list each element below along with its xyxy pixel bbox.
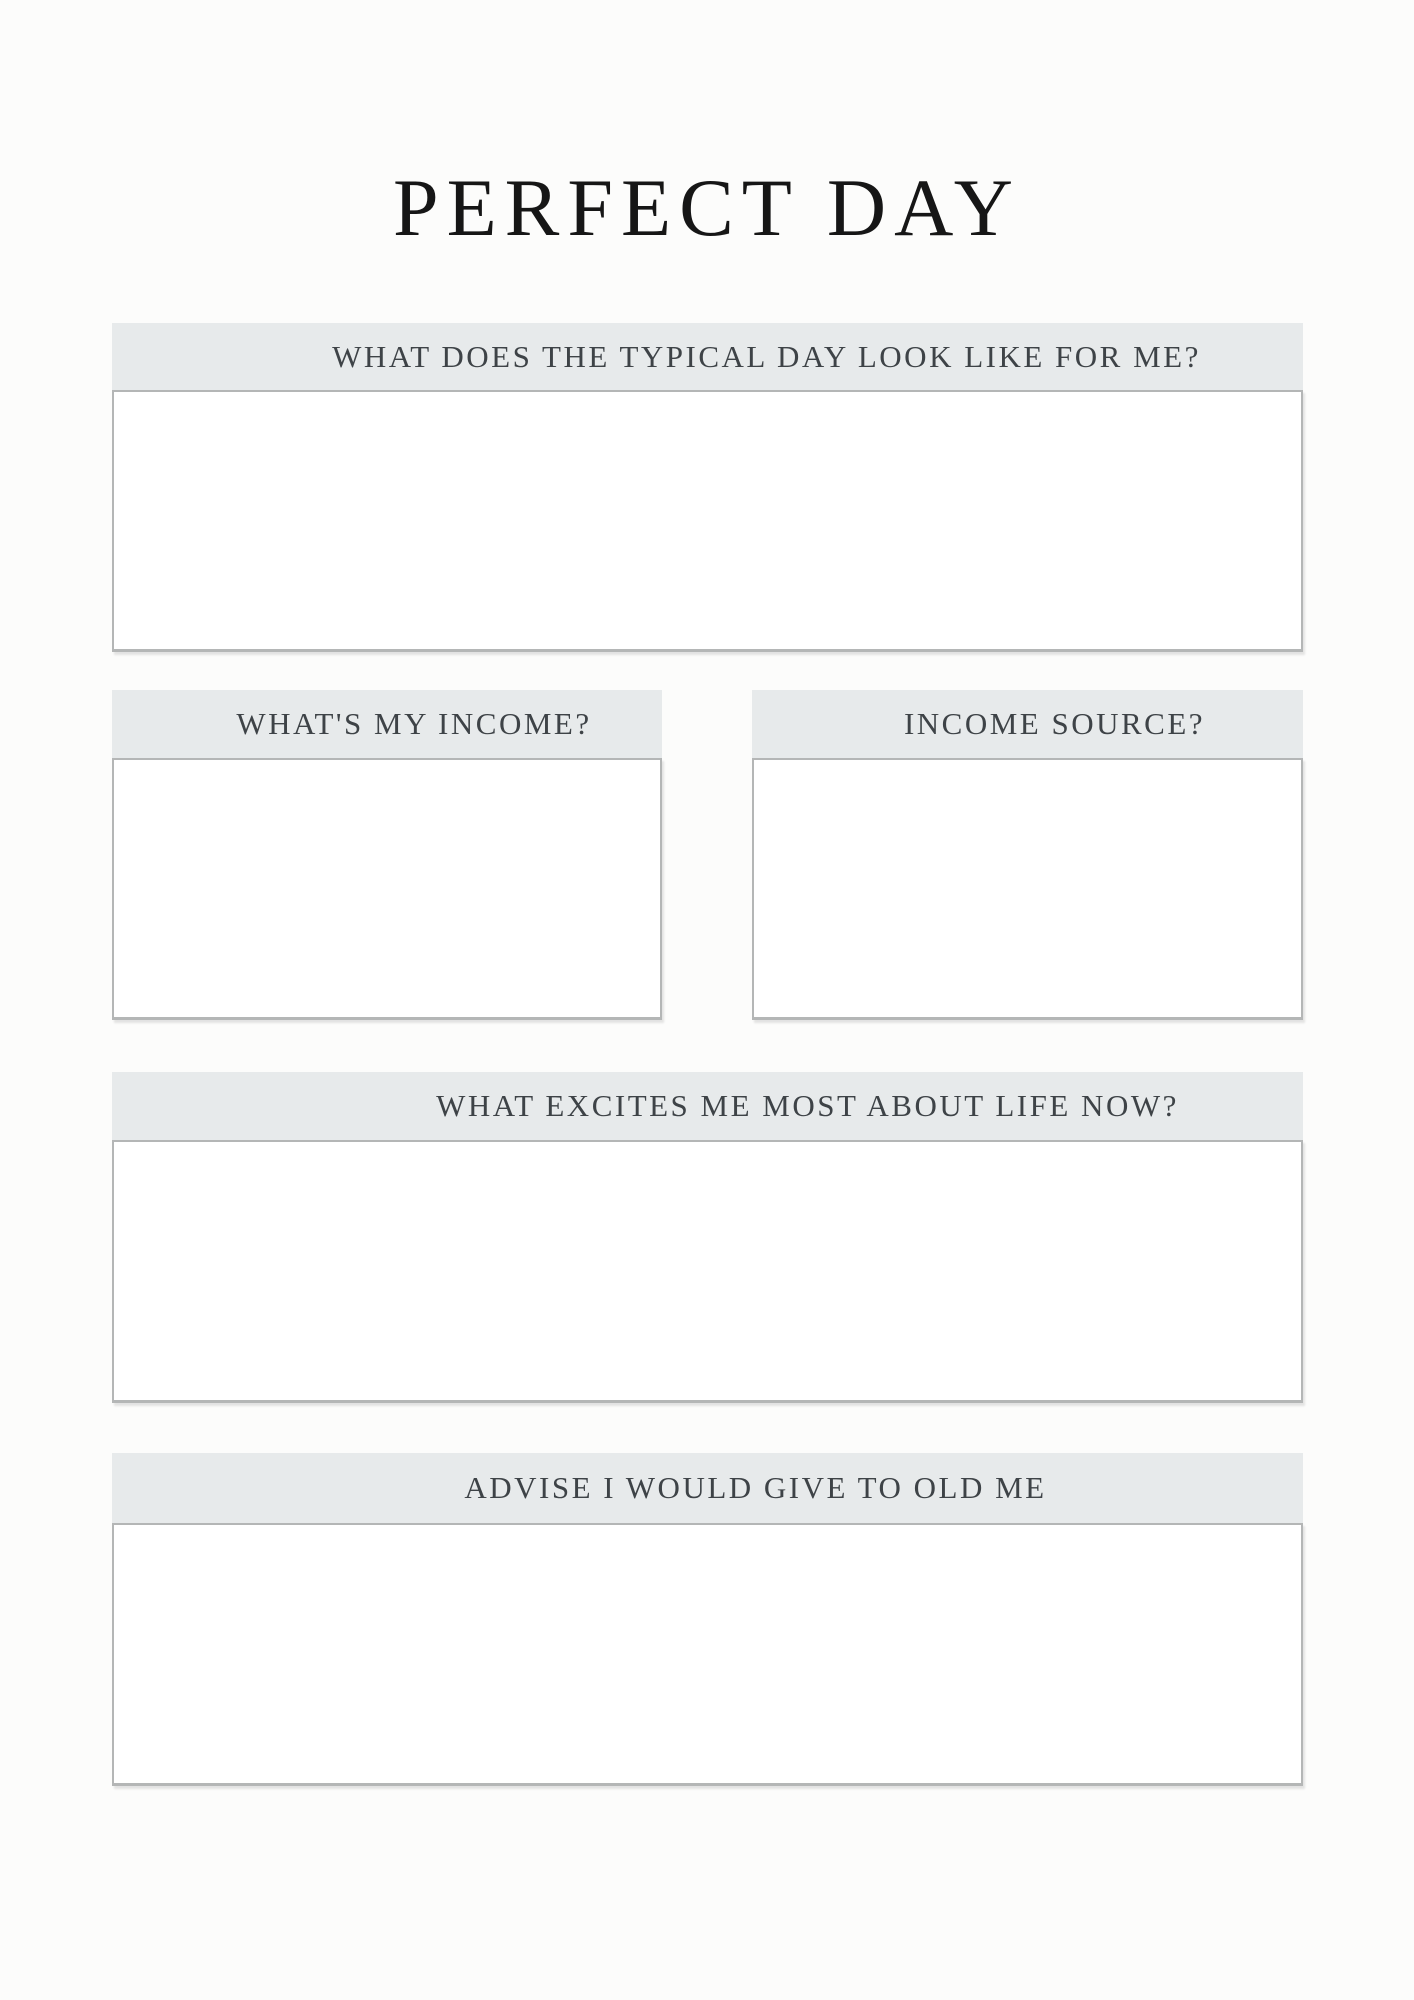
section-label-income-source: INCOME SOURCE? xyxy=(903,706,1206,741)
excites-input-area[interactable] xyxy=(112,1140,1303,1403)
income-input-area[interactable] xyxy=(112,758,662,1020)
section-header-income-source xyxy=(752,690,1303,758)
section-label-excites: WHAT EXCITES ME MOST ABOUT LIFE NOW? xyxy=(436,1088,1179,1123)
section-label-typical-day: WHAT DOES THE TYPICAL DAY LOOK LIKE FOR ME? xyxy=(332,338,1201,374)
typical-day-input-area[interactable] xyxy=(112,390,1303,652)
section-header-advise xyxy=(112,1453,1303,1523)
page-title: PERFECT DAY xyxy=(392,161,1021,253)
section-header-income xyxy=(112,690,662,758)
advise-input-area[interactable] xyxy=(112,1523,1303,1786)
section-label-advise: ADVISE I WOULD GIVE TO OLD ME xyxy=(464,1470,1047,1505)
section-header-typical-day xyxy=(112,323,1303,390)
section-label-income: WHAT'S MY INCOME? xyxy=(236,706,592,741)
section-header-excites xyxy=(112,1072,1303,1140)
income-source-input-area[interactable] xyxy=(752,758,1303,1020)
